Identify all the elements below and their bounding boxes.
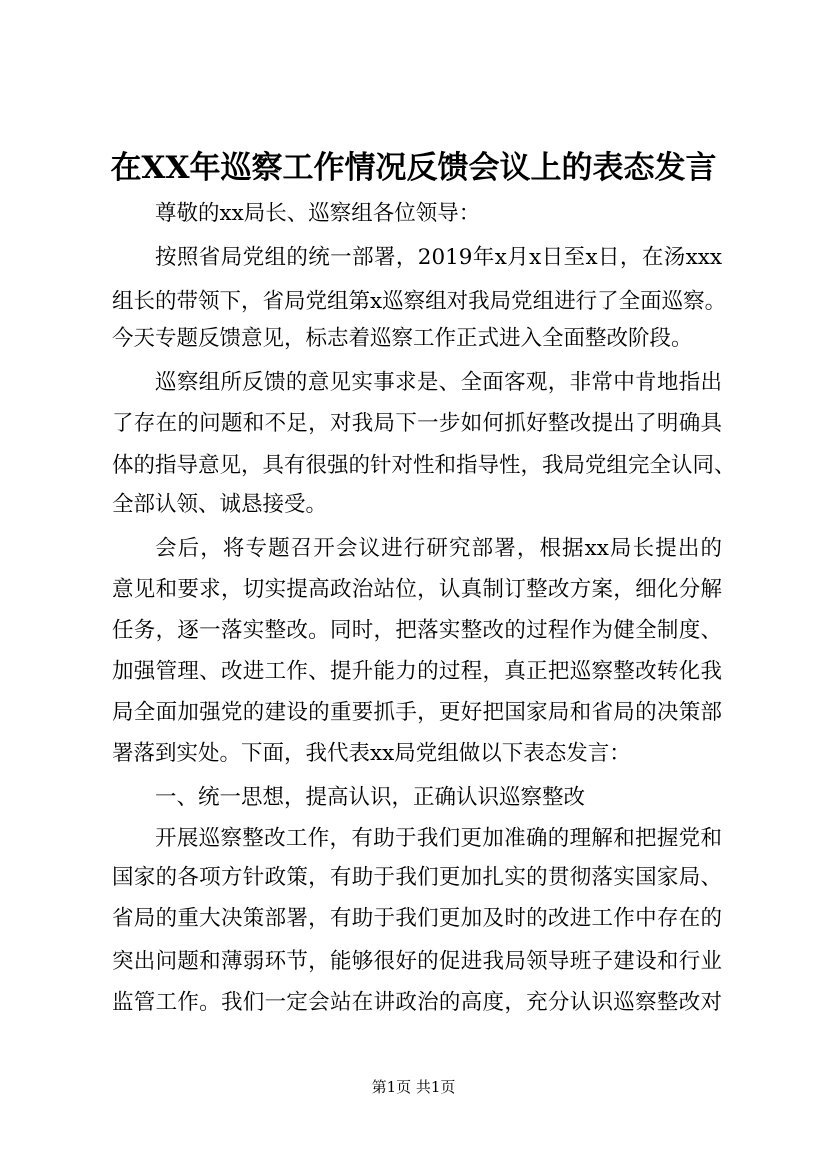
- paragraph-line: 监管工作。我们一定会站在讲政治的高度，充分认识巡察整改对: [112, 990, 722, 1015]
- paragraph-line: 省局的重大决策部署，有助于我们更加及时的改进工作中存在的: [112, 906, 722, 931]
- salutation: 尊敬的xx局长、巡察组各位领导：: [155, 201, 481, 226]
- paragraph-line: 按照省局党组的统一部署，2019年x月x日至x日，在汤xxx: [155, 245, 722, 270]
- paragraph-line: 开展巡察整改工作，有助于我们更加准确的理解和把握党和: [155, 826, 722, 851]
- paragraph-line: 今天专题反馈意见，标志着巡察工作正式进入全面整改阶段。: [112, 326, 693, 351]
- page-footer: 第1页 共1页: [371, 1078, 456, 1096]
- paragraph-line: 体的指导意见，具有很强的针对性和指导性，我局党组完全认同、: [112, 453, 736, 478]
- paragraph-line: 国家的各项方针政策，有助于我们更加扎实的贯彻落实国家局、: [112, 865, 722, 890]
- paragraph-line: 全部认领、诚恳接受。: [112, 492, 328, 517]
- paragraph-line: 巡察组所反馈的意见实事求是、全面客观，非常中肯地指出: [155, 370, 722, 395]
- paragraph-line: 突出问题和薄弱环节，能够很好的促进我局领导班子建设和行业: [112, 949, 722, 974]
- paragraph-line: 意见和要求，切实提高政治站位，认真制订整改方案，细化分解: [112, 577, 722, 602]
- document-title: 在XX年巡察工作情况反馈会议上的表态发言: [110, 150, 717, 186]
- paragraph-line: 署落到实处。下面，我代表xx局党组做以下表态发言：: [112, 741, 631, 766]
- paragraph-line: 加强管理、改进工作、提升能力的过程，真正把巡察整改转化我: [112, 659, 722, 684]
- paragraph-line: 会后，将专题召开会议进行研究部署，根据xx局长提出的: [155, 536, 722, 561]
- paragraph-line: 任务，逐一落实整改。同时，把落实整改的过程作为健全制度、: [112, 618, 722, 643]
- paragraph-line: 局全面加强党的建设的重要抓手，更好把国家局和省局的决策部: [112, 700, 722, 725]
- paragraph-line: 了存在的问题和不足，对我局下一步如何抓好整改提出了明确具: [112, 411, 722, 436]
- paragraph-line: 组长的带领下，省局党组第x巡察组对我局党组进行了全面巡察。: [112, 289, 727, 314]
- section-heading: 一、统一思想，提高认识，正确认识巡察整改: [155, 785, 586, 810]
